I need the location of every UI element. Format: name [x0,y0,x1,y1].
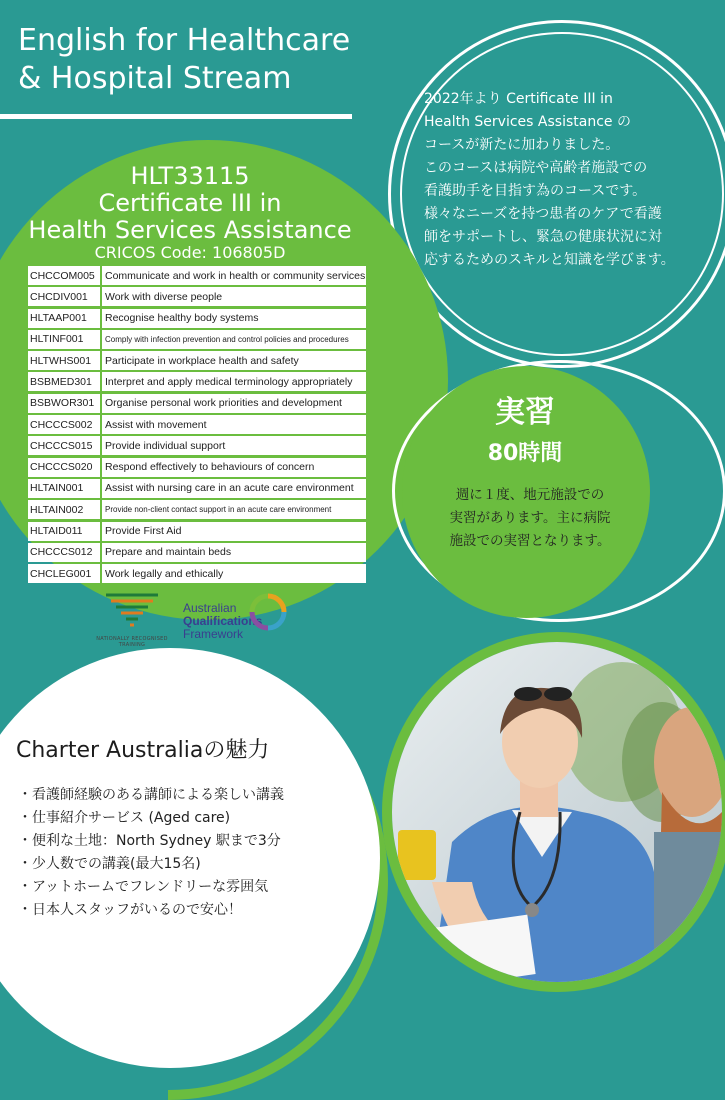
unit-row [28,458,366,477]
intro-line: コースが新たに加わりました。 [424,137,620,153]
course-name-line2: Health Services Assistance [28,216,352,244]
unit-row [28,309,366,328]
benefit-item: ・ アットホームでフレンドリーな雰囲気 [18,876,284,899]
unit-title: Participate in workplace health and safety [102,351,366,370]
nrt-logo-icon [104,592,160,634]
unit-title: Respond effectively to behaviours of concern [102,458,366,477]
nurse-photo-illustration [392,642,722,982]
unit-code: CHCCCS002 [28,415,100,434]
cricos-code: CRICOS Code: 106805D [94,243,286,262]
nurse-photo [392,642,722,982]
unit-title: Provide individual support [102,436,366,455]
intro-line: このコースは病院や高齢者施設での [424,160,648,176]
unit-code: CHCDIV001 [28,287,100,306]
unit-row [28,351,366,370]
aqf-line1: Australian [183,601,237,615]
unit-title: Assist with nursing care in an acute care environment [102,479,366,498]
page-title-line2: & Hospital Stream [18,61,292,96]
unit-row [28,479,366,498]
aqf-emblem-icon [248,592,288,632]
benefits-list [18,784,284,922]
nrt-line2: TRAINING [118,642,146,648]
intro-line: 2022年より Certificate III in [424,91,613,107]
intro-line: 看護助手を目指す為のコースです。 [424,183,647,199]
unit-code: BSBWOR301 [28,394,100,413]
benefits-title: Charter Australiaの魅力 [16,738,270,763]
unit-code: BSBMED301 [28,372,100,391]
course-name-line1: Certificate III in [98,189,282,217]
unit-row [28,266,366,285]
intro-line: 応するためのスキルと知識を学びます。 [424,252,675,268]
benefit-item: ・ 看護師経験のある講師による楽しい講義 [18,784,284,807]
unit-code: CHCLEG001 [28,564,100,583]
unit-title: Prepare and maintain beds [102,543,366,562]
course-code: HLT33115 [130,162,250,190]
nrt-line1: NATIONALLY RECOGNISED [96,636,168,642]
benefit-item: ・ 便利な土地：North Sydney 駅まで3分 [18,830,284,853]
course-name [0,190,380,244]
benefit-item: ・ 日本人スタッフがいるので安心！ [18,899,284,922]
unit-row [28,287,366,306]
unit-code: HLTWHS001 [28,351,100,370]
page-title-line1: English for Healthcare [18,23,351,58]
practicum-desc-line: 週に１度、地元施設での [455,487,605,503]
unit-table [28,266,366,585]
unit-code: HLTAIN002 [28,500,100,519]
unit-title: Recognise healthy body systems [102,309,366,328]
unit-title: Communicate and work in health or community services [102,266,366,285]
practicum-description [430,484,630,553]
unit-title: Organise personal work priorities and development [102,394,366,413]
nrt-logo-text [96,636,168,648]
unit-code: CHCCCS020 [28,458,100,477]
page-title [18,22,378,98]
unit-row [28,436,366,455]
unit-title: Assist with movement [102,415,366,434]
unit-row [28,564,366,583]
unit-code: HLTAIN001 [28,479,100,498]
unit-code: HLTINF001 [28,330,100,349]
practicum-desc-line: 施設での実習となります。 [449,533,611,549]
unit-row [28,394,366,413]
unit-title: Provide non-client contact support in an acute care environment [102,500,366,519]
unit-code: CHCCCS012 [28,543,100,562]
title-underline [0,114,352,119]
unit-row [28,415,366,434]
aqf-line2: Qualifications [183,614,263,628]
unit-code: HLTAAP001 [28,309,100,328]
practicum-title: 実習 [495,395,555,430]
unit-code: CHCCCS015 [28,436,100,455]
unit-title: Comply with infection prevention and control policies and procedures [102,330,366,349]
unit-row [28,330,366,349]
intro-line: 師をサポートし、緊急の健康状況に対 [424,229,662,245]
benefit-item: ・ 仕事紹介サービス (Aged care) [18,807,284,830]
unit-code: CHCCOM005 [28,266,100,285]
benefit-item: ・ 少人数での講義(最大15名) [18,853,284,876]
unit-title: Interpret and apply medical terminology appropriately [102,372,366,391]
intro-text [424,88,720,272]
aqf-line3: Framework [183,627,244,641]
intro-line: 様々なニーズを持つ患者のケアで看護 [424,206,662,222]
unit-title: Work legally and ethically [102,564,366,583]
unit-code: HLTAID011 [28,522,100,541]
intro-line: Health Services Assistance の [424,114,631,130]
unit-title: Work with diverse people [102,287,366,306]
unit-title: Provide First Aid [102,522,366,541]
unit-row [28,522,366,541]
practicum-desc-line: 実習があります。主に病院 [449,510,611,526]
practicum-hours: 80時間 [487,441,563,466]
unit-row [28,543,366,562]
unit-row [28,500,366,519]
unit-row [28,372,366,391]
